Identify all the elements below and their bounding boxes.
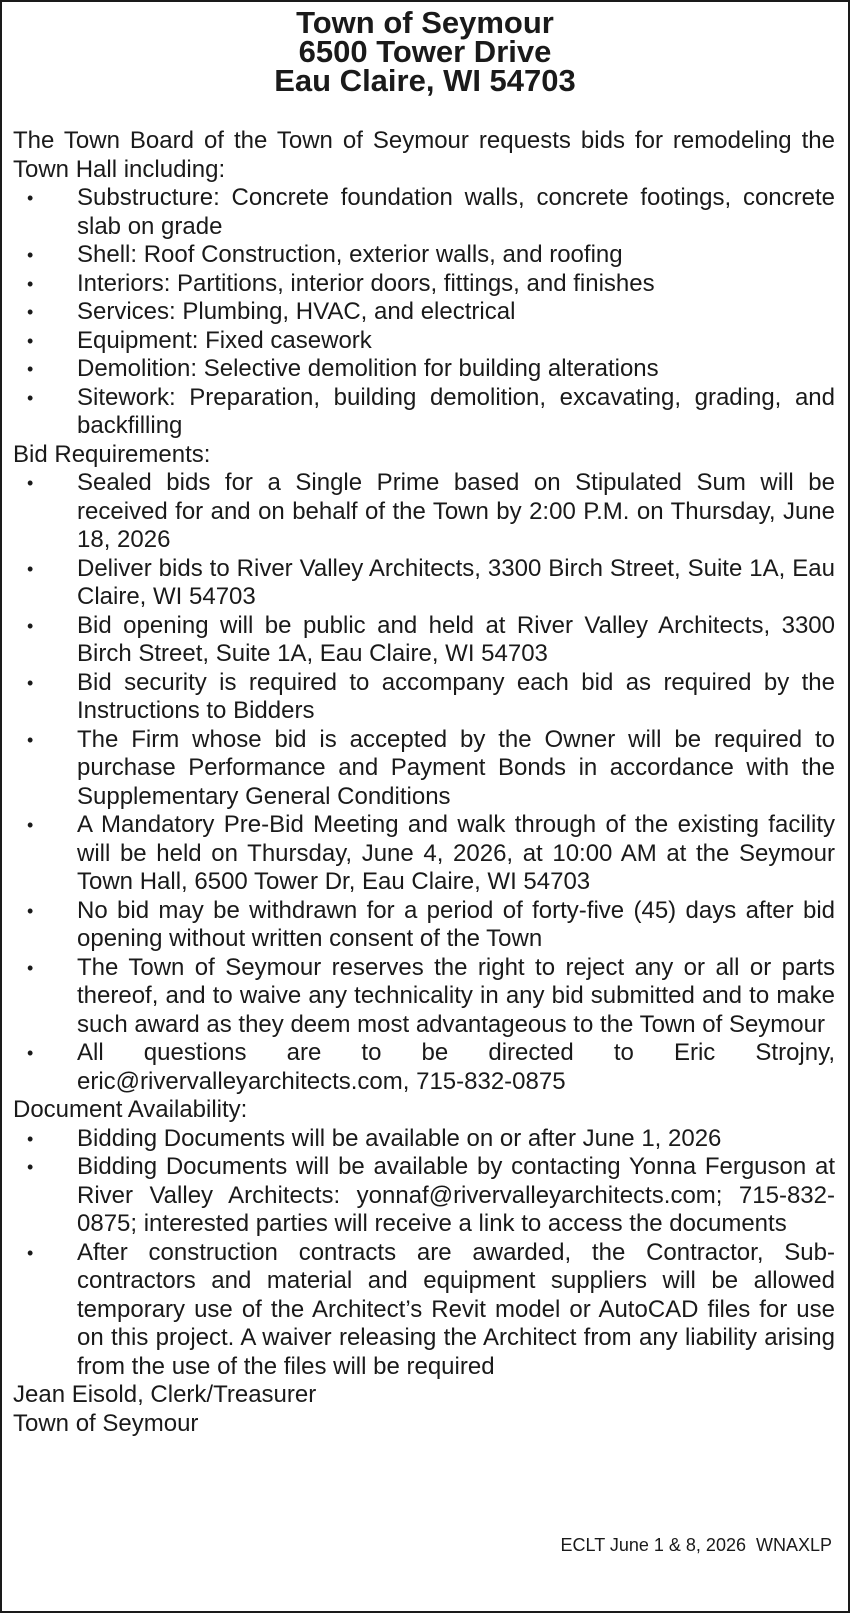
bid-requirements-list bbox=[13, 469, 835, 1096]
bullet-icon: • bbox=[27, 1128, 34, 1149]
list-item-text: Shell: Roof Construction, exterior walls, and roofing bbox=[77, 241, 623, 268]
signature-organization: Town of Seymour bbox=[13, 1409, 199, 1437]
list-item bbox=[13, 1153, 835, 1239]
list-item bbox=[13, 1239, 835, 1382]
notice-body bbox=[13, 127, 835, 1438]
list-item-text: The Firm whose bid is accepted by the Owner will be required to purchase Performance and Payment Bonds in accordance with the Supplementary General Conditions bbox=[77, 725, 835, 810]
list-item bbox=[13, 298, 835, 327]
list-item bbox=[13, 555, 835, 612]
list-item-text: Equipment: Fixed casework bbox=[77, 326, 372, 354]
list-item bbox=[13, 897, 835, 954]
list-item bbox=[13, 811, 835, 897]
bullet-icon: • bbox=[27, 672, 34, 693]
list-item-text: A Mandatory Pre-Bid Meeting and walk through of the existing facility will be held on Thursday, June 4, 2026, at 10:00 AM at the Seymour Town Hall, 6500 Tower Dr, Eau Claire, WI 54703 bbox=[77, 811, 835, 895]
list-item-text: Bid security is required to accompany each bid as required by the Instructions to Bidders bbox=[77, 668, 835, 724]
list-item bbox=[13, 1039, 835, 1096]
list-item-text: Services: Plumbing, HVAC, and electrical bbox=[77, 298, 516, 325]
list-item-text: After construction contracts are awarded, the Contractor, Sub-contractors and material and equipment suppliers will be allowed temporary use of the Architect’s Revit model or AutoCAD files for use on this project. A waiver releasing the Architect from any liability arising from the use of the files will be required bbox=[77, 1238, 835, 1380]
document-availability-list bbox=[13, 1125, 835, 1382]
list-item bbox=[13, 384, 835, 441]
list-item bbox=[13, 241, 835, 270]
list-item bbox=[13, 954, 835, 1040]
header-street-address: 6500 Tower Drive bbox=[298, 34, 552, 69]
signature-name-title: Jean Eisold, Clerk/Treasurer bbox=[13, 1381, 317, 1408]
bullet-icon: • bbox=[27, 188, 34, 208]
bullet-icon: • bbox=[27, 387, 34, 408]
header-town-name: Town of Seymour bbox=[296, 5, 554, 40]
list-item bbox=[13, 1125, 835, 1154]
list-item bbox=[13, 355, 835, 384]
bullet-icon: • bbox=[27, 1043, 34, 1063]
list-item bbox=[13, 612, 835, 669]
header-city-state-zip: Eau Claire, WI 54703 bbox=[274, 63, 576, 98]
bullet-icon: • bbox=[27, 558, 34, 579]
list-item-text: Bidding Documents will be available on or after June 1, 2026 bbox=[77, 1124, 722, 1152]
bullet-icon: • bbox=[27, 1157, 34, 1177]
scope-list bbox=[13, 184, 835, 441]
bullet-icon: • bbox=[27, 302, 34, 322]
list-item-text: The Town of Seymour reserves the right to reject any or all or parts thereof, and to waive any technicality in any bid submitted and to make such award as they deem most advantageous to the Town of Seymour bbox=[77, 953, 835, 1038]
intro-paragraph: The Town Board of the Town of Seymour requests bids for remodeling the Town Hall including: bbox=[13, 127, 835, 183]
bullet-icon: • bbox=[27, 330, 34, 351]
list-item bbox=[13, 270, 835, 299]
bullet-icon: • bbox=[27, 473, 34, 493]
list-item bbox=[13, 327, 835, 356]
list-item-text: Sealed bids for a Single Prime based on Stipulated Sum will be received for and on behalf of the Town by 2:00 P.M. on Thursday, June 18, 2026 bbox=[77, 469, 835, 553]
list-item-text: Deliver bids to River Valley Architects, 3300 Birch Street, Suite 1A, Eau Claire, WI 54703 bbox=[77, 554, 835, 610]
list-item bbox=[13, 469, 835, 555]
list-item-text: Demolition: Selective demolition for building alterations bbox=[77, 355, 659, 382]
list-item-text: Substructure: Concrete foundation walls, concrete footings, concrete slab on grade bbox=[77, 184, 835, 240]
bullet-icon: • bbox=[27, 359, 34, 379]
list-item bbox=[13, 184, 835, 241]
list-item-text: Bid opening will be public and held at River Valley Architects, 3300 Birch Street, Suite 1A, Eau Claire, WI 54703 bbox=[77, 611, 835, 667]
publication-footer: ECLT June 1 & 8, 2026 WNAXLP bbox=[560, 1535, 832, 1555]
bullet-icon: • bbox=[27, 957, 34, 978]
bid-requirements-heading: Bid Requirements: bbox=[13, 440, 211, 468]
bullet-icon: • bbox=[27, 615, 34, 636]
list-item-text: Interiors: Partitions, interior doors, fittings, and finishes bbox=[77, 269, 655, 297]
bullet-icon: • bbox=[27, 900, 34, 921]
list-item-text: No bid may be withdrawn for a period of forty-five (45) days after bid opening without written consent of the Town bbox=[77, 896, 835, 952]
list-item bbox=[13, 669, 835, 726]
list-item-text: Sitework: Preparation, building demolition, excavating, grading, and backfilling bbox=[77, 383, 835, 439]
bullet-icon: • bbox=[27, 729, 34, 750]
bullet-icon: • bbox=[27, 1242, 34, 1263]
bullet-icon: • bbox=[27, 273, 34, 294]
bullet-icon: • bbox=[27, 815, 34, 835]
notice-header bbox=[2, 5, 848, 98]
document-availability-heading: Document Availability: bbox=[13, 1096, 248, 1123]
list-item bbox=[13, 726, 835, 812]
bullet-icon: • bbox=[27, 245, 34, 265]
list-item-text: All questions are to be directed to Eric Strojny, eric@rivervalleyarchitects.com, 715-832-0875 bbox=[77, 1039, 835, 1095]
list-item-text: Bidding Documents will be available by contacting Yonna Ferguson at River Valley Architects: yonnaf@rivervalleyarchitects.com; 715-832-0875; interested parties will receive a link to access the documents bbox=[77, 1153, 835, 1237]
